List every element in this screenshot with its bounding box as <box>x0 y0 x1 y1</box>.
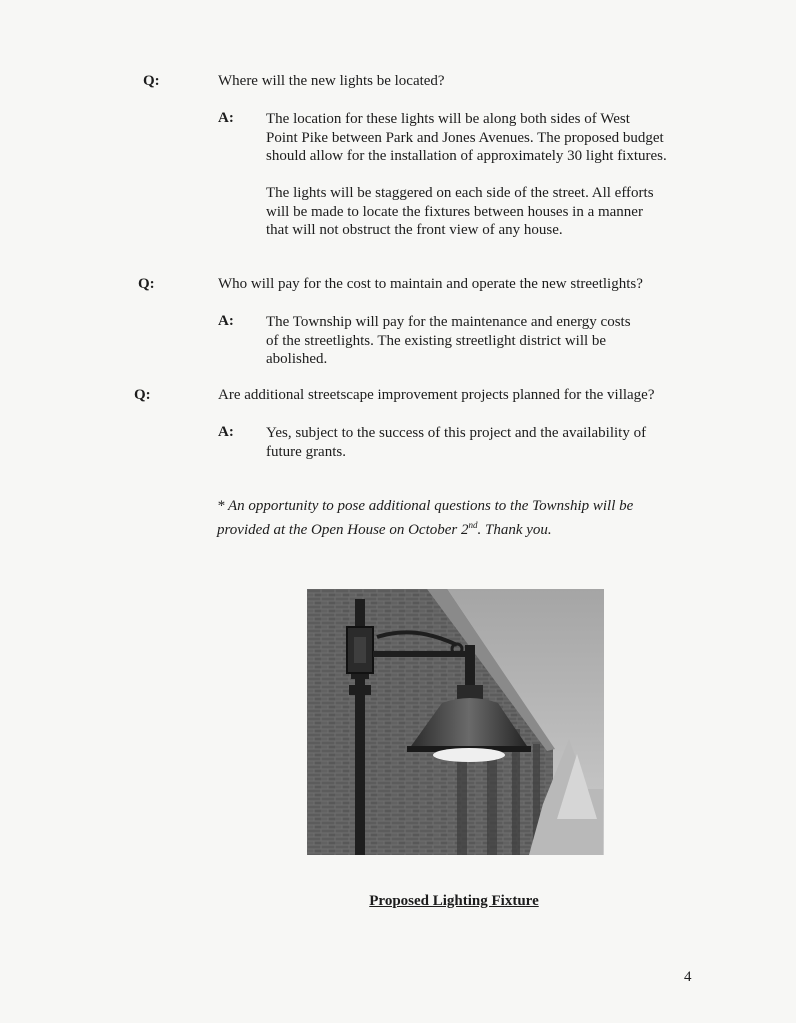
answer-line: that will not obstruct the front view of any house. <box>266 222 563 238</box>
answer-text <box>266 110 667 166</box>
lighting-fixture-photo <box>307 589 604 855</box>
answer-line: Point Pike between Park and Jones Avenues. The proposed budget <box>266 129 664 146</box>
answer-line: of the streetlights. The existing streetlight district will be <box>266 332 607 349</box>
question-text: Where will the new lights be located? <box>218 73 445 89</box>
answer-line: future grants. <box>266 443 346 460</box>
note-text: provided at the Open House on October 2 <box>217 522 469 538</box>
answer-text <box>266 313 631 369</box>
answer-line: abolished. <box>266 351 328 367</box>
answer-text-continued <box>266 184 654 240</box>
note-text: . Thank you. <box>477 522 552 538</box>
answer-line: will be made to locate the fixtures between houses in a manner <box>266 203 643 220</box>
answer-label: A: <box>218 313 234 329</box>
answer-line: The Township will pay for the maintenance and energy costs <box>266 314 631 330</box>
note-superscript: nd <box>468 520 478 530</box>
question-text: Who will pay for the cost to maintain and operate the new streetlights? <box>218 276 643 292</box>
photo-caption: Proposed Lighting Fixture <box>369 893 539 909</box>
question-label: Q: <box>143 73 160 89</box>
question-label: Q: <box>134 387 151 403</box>
answer-line: The lights will be staggered on each side of the street. All efforts <box>266 185 654 201</box>
note-line: * An opportunity to pose additional questions to the Township will be <box>217 498 634 514</box>
answer-label: A: <box>218 110 234 126</box>
note-line <box>217 516 633 540</box>
question-text: Are additional streetscape improvement projects planned for the village? <box>218 387 655 403</box>
page-number: 4 <box>684 969 692 985</box>
answer-label: A: <box>218 424 234 440</box>
question-label: Q: <box>138 276 155 292</box>
answer-text <box>266 424 646 461</box>
answer-line: should allow for the installation of approximately 30 light fixtures. <box>266 148 667 164</box>
closing-note <box>217 497 633 540</box>
answer-line: Yes, subject to the success of this project and the availability of <box>266 425 647 441</box>
answer-line: The location for these lights will be along both sides of West <box>266 111 630 127</box>
